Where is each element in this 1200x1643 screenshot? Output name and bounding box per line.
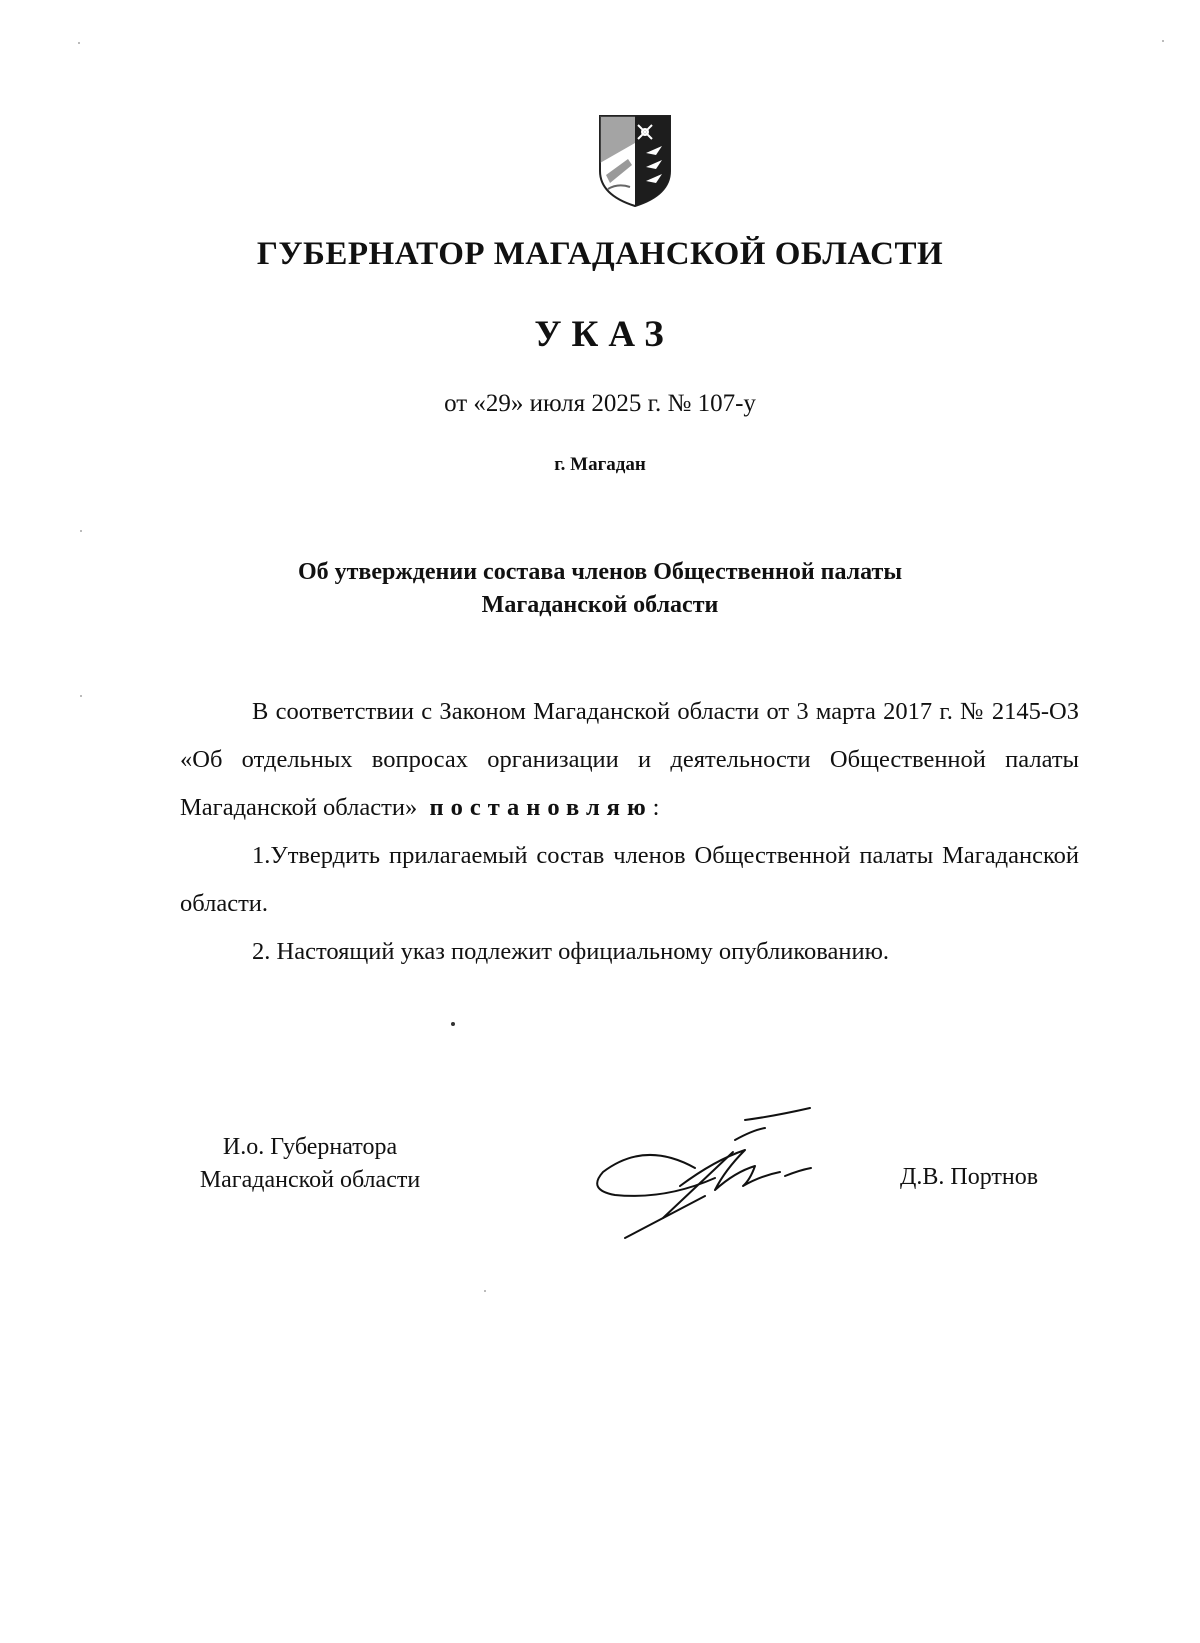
position-line-1: И.о. Губернатора: [222, 1134, 398, 1160]
decree-word: постановляю: [429, 794, 653, 821]
scan-speck: [1162, 40, 1164, 42]
signatory-name: Д.В. Портнов: [900, 1164, 1039, 1190]
scan-speck: [80, 530, 82, 532]
position-line-2: Магаданской области: [199, 1167, 421, 1193]
item-1-paragraph: 1.Утвердить прилагаемый состав членов Общественной палаты Магаданской области.: [180, 842, 1079, 917]
scan-speck: [78, 42, 80, 44]
issue-city: г. Магадан: [554, 454, 646, 475]
scan-speck: [80, 695, 82, 697]
issuer-title: ГУБЕРНАТОР МАГАДАНСКОЙ ОБЛАСТИ: [256, 236, 944, 272]
preamble-paragraph: [180, 688, 1079, 832]
subject-line-2: Магаданской области: [481, 592, 719, 618]
item-2-paragraph: 2. Настоящий указ подлежит официальному опубликованию.: [252, 938, 890, 965]
subject-line-1: Об утверждении состава членов Общественной палаты: [297, 559, 903, 585]
magadan-coat-of-arms-icon: [596, 113, 674, 208]
date-and-number: от «29» июля 2025 г. № 107-у: [444, 390, 756, 417]
decree-subject: [0, 556, 1200, 622]
preamble-text: В соответствии с Законом Магаданской области от 3 марта 2017 г. № 2145-ОЗ «Об отдельных вопросах организации и деятельности Общественной палаты Магаданской области»: [180, 698, 1079, 821]
signatory-position: [150, 1131, 470, 1197]
handwritten-signature-icon: [585, 1100, 845, 1240]
decree-colon: :: [652, 794, 660, 821]
decree-body: [180, 688, 1079, 976]
document-type: УКАЗ: [534, 314, 674, 355]
stray-dot: [451, 1022, 455, 1026]
scan-speck: [484, 1290, 486, 1292]
